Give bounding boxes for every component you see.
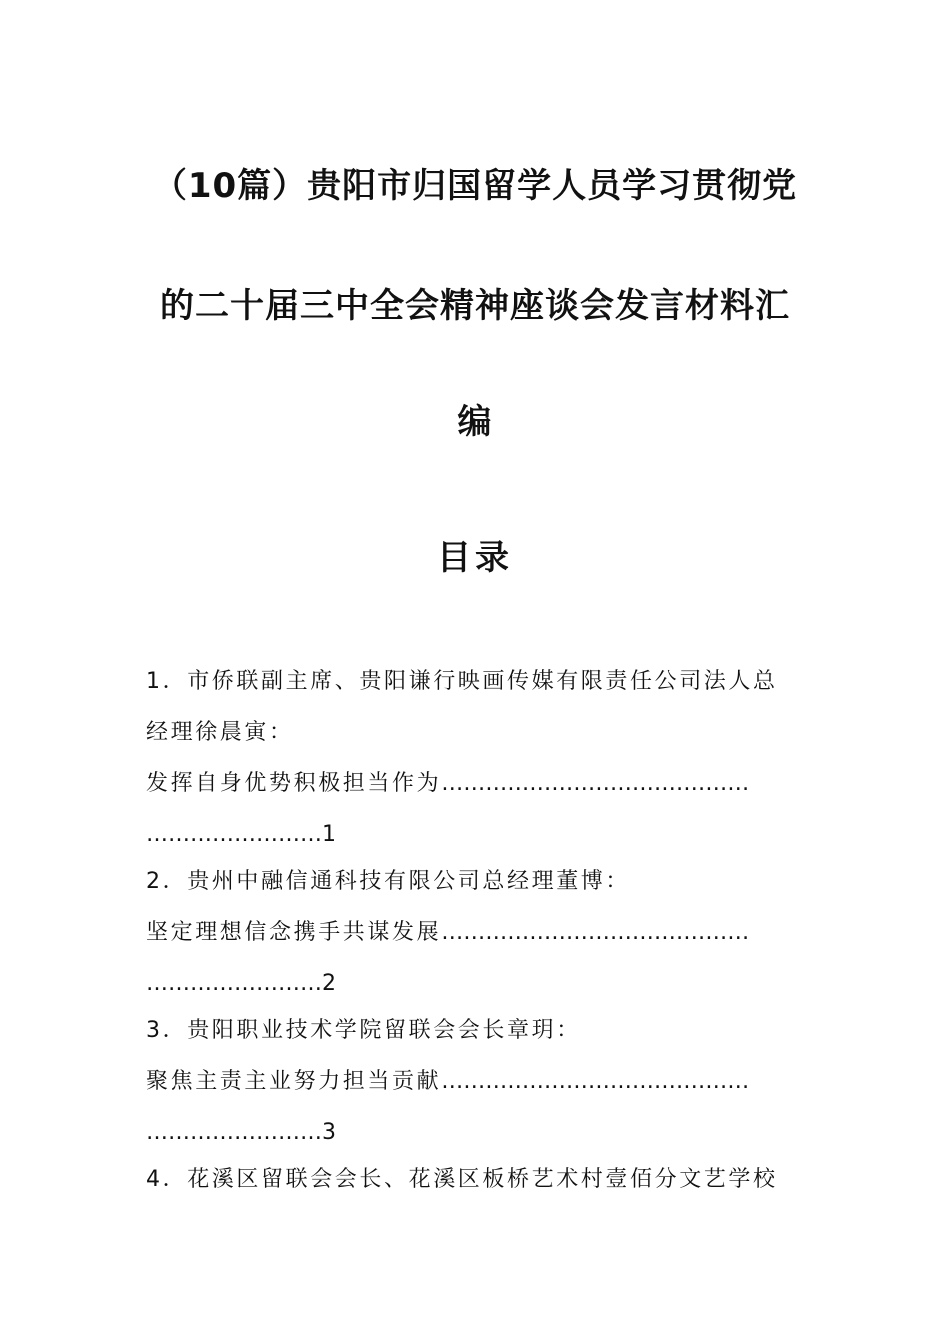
toc-entry-3-topic-line <box>146 1067 806 1097</box>
toc-entry-2-topic-line <box>146 918 806 948</box>
document-title-line-2: 的二十届三中全会精神座谈会发言材料汇 <box>160 286 790 326</box>
toc-entry-3-page-line <box>146 1118 806 1148</box>
toc-entry-2-speaker-line-1: 2．贵州中融信通科技有限公司总经理董博： <box>146 869 630 894</box>
toc-entry-3-leader: …………………………………… <box>441 1069 750 1094</box>
toc-entry-1-leader: …………………………………… <box>441 771 750 796</box>
toc-entry-1-page: 1 <box>322 822 336 847</box>
toc-entry-2-topic: 坚定理想信念携手共谋发展 <box>146 920 442 945</box>
toc-entry-1-topic: 发挥自身优势积极担当作为 <box>146 771 442 796</box>
toc-entry-3-page: 3 <box>322 1120 336 1145</box>
toc-entry-2-leader: …………………………………… <box>441 920 750 945</box>
toc-entry-3-speaker-line-1: 3．贵阳职业技术学院留联会会长章玥： <box>146 1018 581 1043</box>
toc-entry-1-speaker-line-2: 经理徐晨寅： <box>146 720 294 745</box>
toc-heading: 目录 <box>437 538 513 578</box>
toc-entry-2-page: 2 <box>322 971 336 996</box>
toc-entry-2-leader-cont: …………………… <box>146 971 322 996</box>
toc-entry-1-leader-cont: …………………… <box>146 822 322 847</box>
toc-entry-3-topic: 聚焦主责主业努力担当贡献 <box>146 1069 442 1094</box>
toc-entry-3-leader-cont: …………………… <box>146 1120 322 1145</box>
toc-entry-2-page-line <box>146 969 806 999</box>
toc-entry-4-speaker-line-1: 4．花溪区留联会会长、花溪区板桥艺术村壹佰分文艺学校 <box>146 1167 778 1192</box>
toc-entry-1-topic-line <box>146 769 806 799</box>
toc-entry-1-speaker-line-1: 1．市侨联副主席、贵阳谦行映画传媒有限责任公司法人总 <box>146 669 778 694</box>
toc-entry-1-page-line <box>146 820 806 850</box>
document-title-line-3: 编 <box>457 402 493 442</box>
document-title-line-1: （10篇）贵阳市归国留学人员学习贯彻党 <box>152 166 798 206</box>
